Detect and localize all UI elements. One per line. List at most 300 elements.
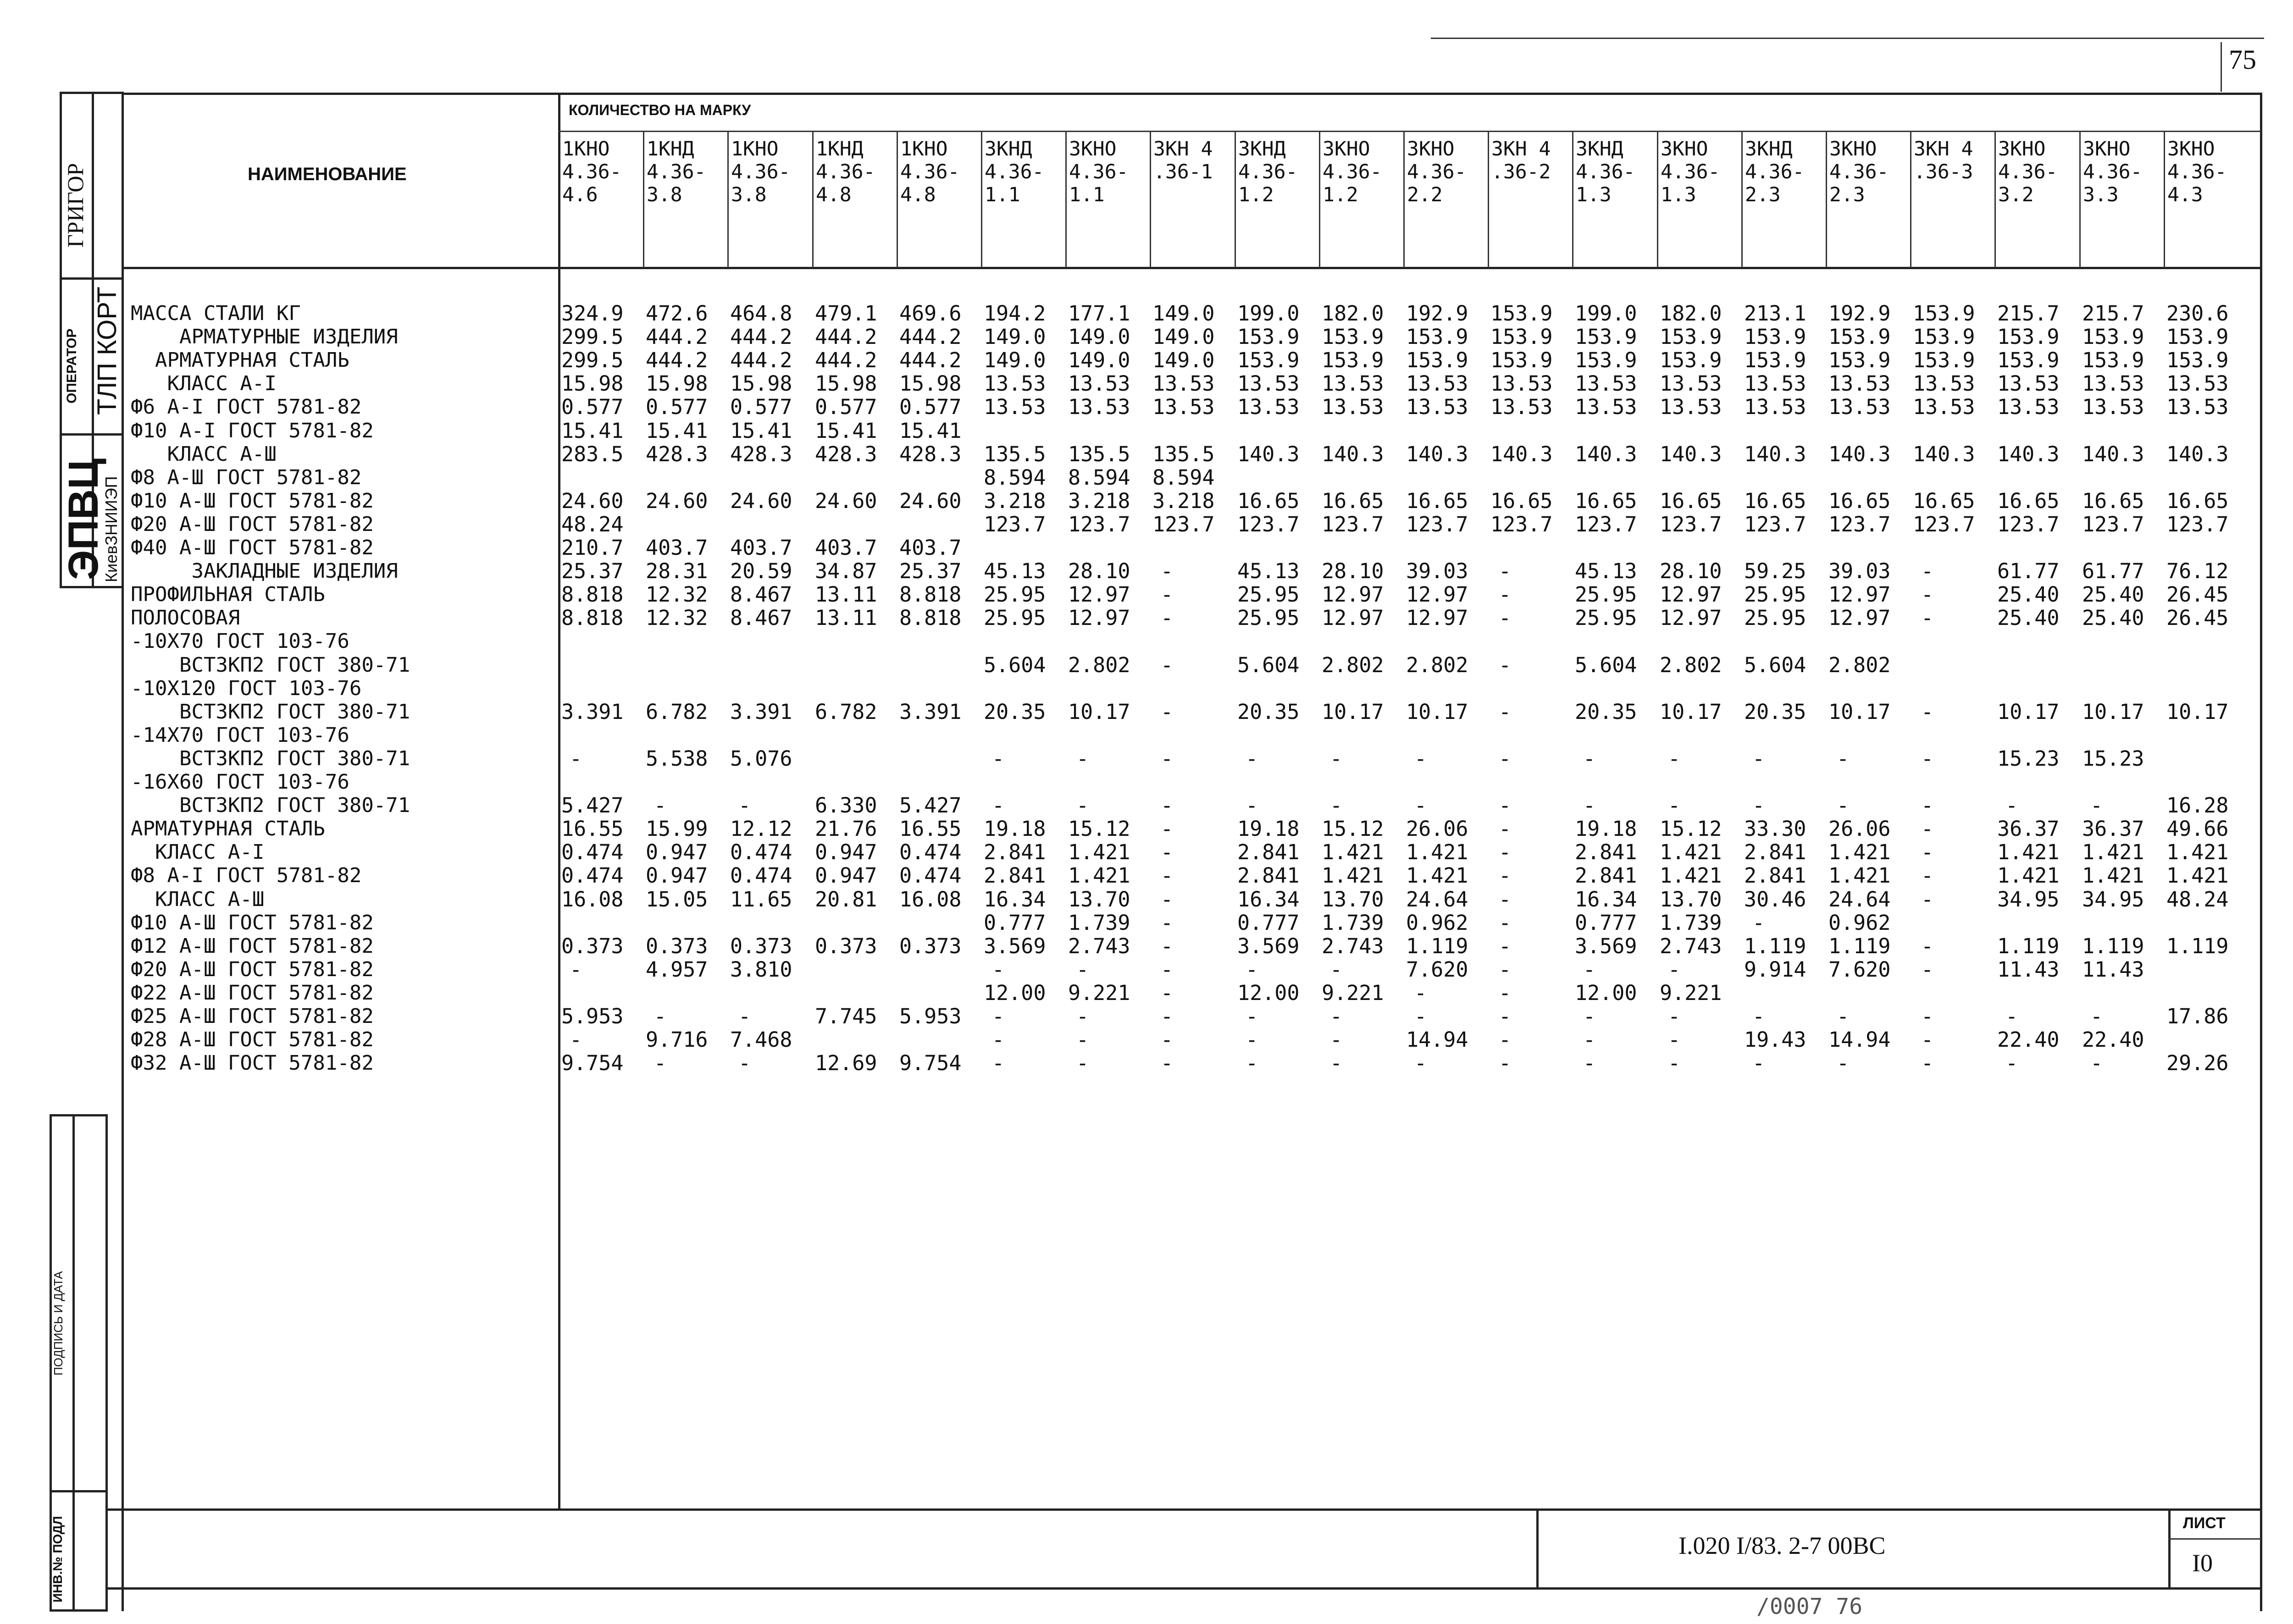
row-label: КЛАСС А-I bbox=[131, 372, 277, 395]
table-cell: 149.0 bbox=[1068, 348, 1130, 372]
table-cell: 45.13 bbox=[1575, 559, 1637, 583]
table-cell: 15.41 bbox=[815, 419, 877, 443]
table-cell: 13.11 bbox=[815, 582, 877, 607]
table-cell: - bbox=[1921, 1027, 1934, 1052]
table-cell: - bbox=[1161, 582, 1174, 607]
table-cell: - bbox=[1668, 1027, 1681, 1052]
row-label: ВСТ3КП2 ГОСТ 380-71 bbox=[131, 794, 410, 817]
table-cell: - bbox=[1499, 817, 1512, 841]
table-cell: 153.9 bbox=[1828, 325, 1891, 349]
table-cell: 12.97 bbox=[1322, 582, 1384, 607]
row-label: ВСТ3КП2 ГОСТ 380-71 bbox=[131, 700, 410, 724]
table-cell: 25.95 bbox=[1744, 582, 1806, 607]
table-cell: 11.43 bbox=[1997, 957, 2060, 982]
table-cell: 299.5 bbox=[561, 348, 624, 372]
table-cell: 5.604 bbox=[1237, 653, 1300, 677]
table-cell: 1.421 bbox=[1322, 840, 1384, 864]
table-cell: 13.53 bbox=[1152, 371, 1215, 396]
row-label: Ф32 А-Ш ГОСТ 5781-82 bbox=[131, 1051, 374, 1075]
table-cell: 1.739 bbox=[1068, 911, 1130, 935]
table-cell: 199.0 bbox=[1237, 301, 1300, 326]
table-cell: - bbox=[2005, 1004, 2018, 1028]
row-label: Ф25 А-Ш ГОСТ 5781-82 bbox=[131, 1005, 374, 1028]
table-cell: - bbox=[1161, 793, 1174, 818]
table-cell: 20.81 bbox=[815, 887, 877, 911]
table-cell: - bbox=[1161, 559, 1174, 583]
column-header: 3КНО 4.36- 1.2 bbox=[1323, 138, 1382, 206]
table-cell: 153.9 bbox=[1575, 325, 1637, 349]
row-label: АРМАТУРНЫЕ ИЗДЕЛИЯ bbox=[131, 325, 398, 348]
row-label: Ф10 А-Ш ГОСТ 5781-82 bbox=[131, 911, 374, 934]
table-cell: 13.53 bbox=[1237, 395, 1300, 419]
table-cell: 10.17 bbox=[1406, 700, 1468, 724]
table-cell: 140.3 bbox=[1322, 442, 1384, 466]
table-cell: 13.53 bbox=[1828, 371, 1891, 396]
table-cell: 0.474 bbox=[561, 863, 624, 888]
table-cell: - bbox=[1583, 1027, 1596, 1052]
row-label: АРМАТУРНАЯ СТАЛЬ bbox=[131, 348, 349, 372]
table-cell: - bbox=[1668, 1004, 1681, 1028]
table-cell: 1.421 bbox=[1828, 840, 1891, 864]
table-cell: 6.330 bbox=[815, 793, 877, 818]
table-cell: 39.03 bbox=[1406, 559, 1468, 583]
table-cell: 12.00 bbox=[1575, 981, 1637, 1005]
table-cell: 16.65 bbox=[2166, 489, 2229, 513]
table-cell: 149.0 bbox=[984, 348, 1046, 372]
header-bottom-border bbox=[123, 267, 2261, 269]
table-cell: 1.421 bbox=[2082, 840, 2144, 864]
table-cell: - bbox=[1161, 840, 1174, 864]
table-cell: - bbox=[1752, 911, 1765, 935]
table-cell: 444.2 bbox=[899, 325, 962, 349]
table-cell: 13.53 bbox=[1997, 395, 2060, 419]
row-label: ЗАКЛАДНЫЕ ИЗДЕЛИЯ bbox=[131, 559, 398, 583]
table-cell: 153.9 bbox=[1406, 348, 1468, 372]
table-cell: 13.53 bbox=[1322, 395, 1384, 419]
table-cell: 0.373 bbox=[899, 934, 962, 958]
table-cell: 2.743 bbox=[1660, 934, 1722, 958]
table-cell: 123.7 bbox=[1828, 512, 1891, 536]
table-cell: 10.17 bbox=[2166, 700, 2229, 724]
table-cell: 428.3 bbox=[730, 442, 792, 466]
lower-stamp-mid-border bbox=[72, 1114, 75, 1612]
table-cell: - bbox=[1499, 582, 1512, 607]
table-cell: 428.3 bbox=[646, 442, 708, 466]
table-cell: - bbox=[1752, 746, 1765, 771]
column-divider bbox=[1572, 132, 1573, 268]
table-cell: 153.9 bbox=[1913, 348, 1975, 372]
row-label: -16Х60 ГОСТ 103-76 bbox=[131, 770, 349, 794]
table-cell: 1.421 bbox=[1997, 840, 2060, 864]
table-cell: 3.218 bbox=[1152, 489, 1215, 513]
table-cell: 19.43 bbox=[1744, 1027, 1806, 1052]
table-cell: 24.60 bbox=[815, 489, 877, 513]
table-cell: 16.65 bbox=[1322, 489, 1384, 513]
table-cell: 153.9 bbox=[1322, 348, 1384, 372]
table-cell: 45.13 bbox=[1237, 559, 1300, 583]
table-cell: 403.7 bbox=[815, 536, 877, 560]
table-cell: 140.3 bbox=[1997, 442, 2060, 466]
table-cell: - bbox=[1161, 746, 1174, 771]
table-cell: - bbox=[2005, 793, 2018, 818]
column-divider bbox=[2079, 132, 2081, 268]
table-cell: - bbox=[570, 957, 582, 982]
table-cell: - bbox=[1330, 793, 1343, 818]
table-cell: 5.427 bbox=[899, 793, 962, 818]
table-cell: 153.9 bbox=[1660, 325, 1722, 349]
row-label: -14Х70 ГОСТ 103-76 bbox=[131, 724, 349, 747]
table-cell: 24.64 bbox=[1828, 887, 1891, 911]
table-cell: 24.60 bbox=[646, 489, 708, 513]
table-cell: 3.569 bbox=[1237, 934, 1300, 958]
column-header: 3КНО 4.36- 1.3 bbox=[1661, 138, 1720, 206]
table-cell: 123.7 bbox=[1744, 512, 1806, 536]
table-cell: 153.9 bbox=[1237, 325, 1300, 349]
table-cell: 15.12 bbox=[1660, 817, 1722, 841]
table-cell: 0.947 bbox=[646, 840, 708, 864]
column-header: 3КНО 4.36- 2.2 bbox=[1407, 138, 1467, 206]
table-cell: 444.2 bbox=[815, 348, 877, 372]
table-cell: 2.802 bbox=[1322, 653, 1384, 677]
table-cell: 0.777 bbox=[1237, 911, 1300, 935]
table-cell: 123.7 bbox=[2082, 512, 2144, 536]
table-cell: 199.0 bbox=[1575, 301, 1637, 326]
table-cell: 11.43 bbox=[2082, 957, 2144, 982]
table-cell: 3.391 bbox=[561, 700, 624, 724]
table-cell: 1.119 bbox=[2082, 934, 2144, 958]
table-cell: 28.10 bbox=[1322, 559, 1384, 583]
table-cell: - bbox=[1499, 957, 1512, 982]
table-cell: 149.0 bbox=[1068, 325, 1130, 349]
row-label: КЛАСС А-Ш bbox=[131, 888, 265, 911]
table-cell: 13.53 bbox=[2082, 395, 2144, 419]
stamp-podpis-data: ПОДПИСЬ И ДАТА bbox=[51, 1271, 65, 1375]
table-cell: - bbox=[1499, 1004, 1512, 1028]
column-divider bbox=[981, 132, 982, 268]
table-cell: - bbox=[1583, 793, 1596, 818]
table-cell: - bbox=[1668, 746, 1681, 771]
table-cell: 20.35 bbox=[1575, 700, 1637, 724]
table-cell: 0.962 bbox=[1406, 911, 1468, 935]
table-cell: - bbox=[2005, 1051, 2018, 1075]
table-cell: - bbox=[1921, 887, 1934, 911]
table-cell: 1.421 bbox=[1406, 863, 1468, 888]
table-cell: 1.119 bbox=[1997, 934, 2060, 958]
table-cell: - bbox=[1921, 957, 1934, 982]
table-cell: 10.17 bbox=[2082, 700, 2144, 724]
table-cell: - bbox=[738, 793, 751, 818]
table-cell: - bbox=[1330, 957, 1343, 982]
column-header: 3КН 4 .36-2 bbox=[1491, 138, 1551, 183]
table-cell: 13.11 bbox=[815, 606, 877, 630]
table-cell: 444.2 bbox=[815, 325, 877, 349]
column-header: 1КНО 4.36- 3.8 bbox=[731, 138, 791, 206]
table-cell: 6.782 bbox=[815, 700, 877, 724]
table-cell: 153.9 bbox=[1660, 348, 1722, 372]
table-cell: 1.739 bbox=[1322, 911, 1384, 935]
table-cell: 13.53 bbox=[1744, 395, 1806, 419]
table-cell: - bbox=[738, 1004, 751, 1028]
table-cell: 2.841 bbox=[1744, 840, 1806, 864]
table-cell: 123.7 bbox=[1997, 512, 2060, 536]
table-cell: 25.40 bbox=[2082, 582, 2144, 607]
table-cell: 25.37 bbox=[561, 559, 624, 583]
stamp-operator: ОПЕРАТОР bbox=[64, 328, 79, 403]
table-cell: 2.841 bbox=[1575, 840, 1637, 864]
table-cell: 30.46 bbox=[1744, 887, 1806, 911]
table-cell: 149.0 bbox=[1152, 301, 1215, 326]
table-cell: 140.3 bbox=[1237, 442, 1300, 466]
stamp-bottom-border bbox=[60, 586, 124, 588]
table-cell: 444.2 bbox=[730, 325, 792, 349]
table-cell: 26.45 bbox=[2166, 582, 2229, 607]
table-cell: - bbox=[2090, 1051, 2103, 1075]
table-cell: 123.7 bbox=[1575, 512, 1637, 536]
sheet-box-divider bbox=[2168, 1508, 2171, 1589]
table-cell: - bbox=[1583, 1004, 1596, 1028]
table-cell: 16.65 bbox=[1406, 489, 1468, 513]
table-cell: - bbox=[1499, 653, 1512, 677]
table-cell: - bbox=[1076, 746, 1089, 771]
column-divider bbox=[2164, 132, 2165, 268]
table-cell: 13.53 bbox=[1913, 395, 1975, 419]
table-cell: 283.5 bbox=[561, 442, 624, 466]
table-cell: - bbox=[1668, 1051, 1681, 1075]
table-cell: - bbox=[1076, 957, 1089, 982]
table-cell: - bbox=[1499, 911, 1512, 935]
table-cell: 10.17 bbox=[1322, 700, 1384, 724]
table-cell: - bbox=[1921, 863, 1934, 888]
table-cell: - bbox=[1161, 934, 1174, 958]
table-cell: 182.0 bbox=[1322, 301, 1384, 326]
table-cell: 469.6 bbox=[899, 301, 962, 326]
column-divider bbox=[1403, 132, 1405, 268]
table-cell: 2.743 bbox=[1322, 934, 1384, 958]
row-label: ПРОФИЛЬНАЯ СТАЛЬ bbox=[131, 583, 325, 606]
row-label: ВСТ3КП2 ГОСТ 380-71 bbox=[131, 653, 410, 677]
table-cell: 123.7 bbox=[1237, 512, 1300, 536]
table-cell: 15.05 bbox=[646, 887, 708, 911]
table-cell: 0.577 bbox=[730, 395, 792, 419]
table-cell: 140.3 bbox=[1744, 442, 1806, 466]
table-cell: 76.12 bbox=[2166, 559, 2229, 583]
table-cell: 1.421 bbox=[1406, 840, 1468, 864]
table-cell: 34.87 bbox=[815, 559, 877, 583]
table-cell: 479.1 bbox=[815, 301, 877, 326]
table-cell: 1.421 bbox=[1997, 863, 2060, 888]
lower-stamp-bottom bbox=[50, 1609, 107, 1612]
table-cell: 14.94 bbox=[1406, 1027, 1468, 1052]
table-cell: - bbox=[1499, 863, 1512, 888]
table-cell: - bbox=[1837, 793, 1850, 818]
sheet-box-rule bbox=[2168, 1538, 2261, 1540]
table-cell: 4.957 bbox=[646, 957, 708, 982]
table-cell: 5.538 bbox=[646, 746, 708, 771]
column-divider bbox=[1994, 132, 1996, 268]
table-cell: - bbox=[1921, 746, 1934, 771]
table-cell: 0.373 bbox=[561, 934, 624, 958]
table-cell: 1.119 bbox=[1406, 934, 1468, 958]
table-cell: 153.9 bbox=[1406, 325, 1468, 349]
table-cell: 403.7 bbox=[646, 536, 708, 560]
table-cell: 8.818 bbox=[561, 606, 624, 630]
row-label: Ф6 А-I ГОСТ 5781-82 bbox=[131, 395, 362, 419]
column-divider bbox=[1319, 132, 1320, 268]
table-cell: 1.421 bbox=[1660, 840, 1722, 864]
table-cell: 15.23 bbox=[2082, 746, 2144, 771]
name-header: НАИМЕНОВАНИЕ bbox=[248, 164, 407, 184]
table-cell: - bbox=[1161, 981, 1174, 1005]
table-cell: - bbox=[992, 1027, 1005, 1052]
column-header: 3КН 4 .36-3 bbox=[1914, 138, 1973, 183]
table-cell: - bbox=[1161, 887, 1174, 911]
table-cell: 12.69 bbox=[815, 1051, 877, 1075]
table-cell: 444.2 bbox=[646, 348, 708, 372]
table-cell: - bbox=[1330, 746, 1343, 771]
table-cell: 25.95 bbox=[984, 582, 1046, 607]
table-cell: 15.41 bbox=[561, 419, 624, 443]
table-cell: 24.60 bbox=[561, 489, 624, 513]
table-cell: - bbox=[1921, 793, 1934, 818]
table-cell: - bbox=[1837, 1051, 1850, 1075]
table-cell: - bbox=[1499, 981, 1512, 1005]
table-cell: 13.53 bbox=[1913, 371, 1975, 396]
table-cell: - bbox=[1161, 957, 1174, 982]
table-cell: 3.569 bbox=[984, 934, 1046, 958]
table-cell: 123.7 bbox=[1490, 512, 1553, 536]
table-cell: 8.467 bbox=[730, 606, 792, 630]
table-cell: 13.53 bbox=[1575, 371, 1637, 396]
row-label: ПОЛОСОВАЯ bbox=[131, 606, 240, 630]
table-cell: 2.802 bbox=[1406, 653, 1468, 677]
table-cell: 13.70 bbox=[1068, 887, 1130, 911]
table-cell: 13.53 bbox=[1406, 371, 1468, 396]
table-cell: 15.98 bbox=[730, 371, 792, 396]
table-cell: 2.802 bbox=[1660, 653, 1722, 677]
table-cell: 33.30 bbox=[1744, 817, 1806, 841]
table-cell: - bbox=[992, 957, 1005, 982]
column-divider bbox=[897, 132, 898, 268]
lower-stamp-top bbox=[50, 1114, 107, 1116]
table-cell: - bbox=[570, 746, 582, 771]
table-cell: 45.13 bbox=[984, 559, 1046, 583]
table-cell: 9.754 bbox=[561, 1051, 624, 1075]
table-cell: 13.70 bbox=[1660, 887, 1722, 911]
table-cell: 1.119 bbox=[1744, 934, 1806, 958]
table-cell: 1.421 bbox=[2166, 863, 2229, 888]
table-cell: 140.3 bbox=[1406, 442, 1468, 466]
table-cell: 7.468 bbox=[730, 1027, 792, 1052]
table-cell: - bbox=[1161, 606, 1174, 630]
table-cell: - bbox=[1246, 1051, 1258, 1075]
table-cell: - bbox=[1161, 1027, 1174, 1052]
row-label: Ф10 А-Ш ГОСТ 5781-82 bbox=[131, 489, 374, 513]
table-cell: 0.577 bbox=[561, 395, 624, 419]
table-cell: 5.604 bbox=[1744, 653, 1806, 677]
table-cell: 140.3 bbox=[1575, 442, 1637, 466]
table-cell: - bbox=[992, 1051, 1005, 1075]
column-header: 3КНО 4.36- 4.3 bbox=[2167, 138, 2227, 206]
table-cell: 153.9 bbox=[1490, 301, 1553, 326]
table-cell: 16.55 bbox=[561, 817, 624, 841]
table-cell: - bbox=[1330, 1004, 1343, 1028]
table-cell: 15.23 bbox=[1997, 746, 2060, 771]
table-cell: 16.65 bbox=[1575, 489, 1637, 513]
table-cell: 6.782 bbox=[646, 700, 708, 724]
table-cell: 299.5 bbox=[561, 325, 624, 349]
table-cell: - bbox=[1076, 1004, 1089, 1028]
table-cell: - bbox=[1414, 981, 1427, 1005]
table-cell: 464.8 bbox=[730, 301, 792, 326]
table-cell: 21.76 bbox=[815, 817, 877, 841]
table-cell: 22.40 bbox=[2082, 1027, 2144, 1052]
table-cell: 13.53 bbox=[1660, 371, 1722, 396]
table-cell: 10.17 bbox=[1828, 700, 1891, 724]
row-label: Ф40 А-Ш ГОСТ 5781-82 bbox=[131, 536, 374, 559]
table-cell: 10.17 bbox=[1068, 700, 1130, 724]
table-cell: 0.474 bbox=[730, 863, 792, 888]
table-cell: 140.3 bbox=[1660, 442, 1722, 466]
table-cell: 17.86 bbox=[2166, 1004, 2229, 1028]
table-cell: 15.98 bbox=[561, 371, 624, 396]
column-header: 1КНО 4.36- 4.8 bbox=[900, 138, 960, 206]
table-cell: 9.221 bbox=[1068, 981, 1130, 1005]
column-header: 3КНО 4.36- 1.1 bbox=[1069, 138, 1129, 206]
table-cell: 13.53 bbox=[1744, 371, 1806, 396]
table-cell: 153.9 bbox=[1490, 348, 1553, 372]
table-cell: 0.962 bbox=[1828, 911, 1891, 935]
table-cell: 1.421 bbox=[2082, 863, 2144, 888]
table-cell: 123.7 bbox=[1152, 512, 1215, 536]
column-header: 1КНД 4.36- 4.8 bbox=[816, 138, 875, 206]
column-divider bbox=[1657, 132, 1658, 268]
table-cell: 7.745 bbox=[815, 1004, 877, 1028]
table-cell: 26.06 bbox=[1828, 817, 1891, 841]
table-cell: 153.9 bbox=[1490, 325, 1553, 349]
table-cell: 13.53 bbox=[984, 371, 1046, 396]
table-cell: 12.97 bbox=[1406, 606, 1468, 630]
table-cell: 153.9 bbox=[2166, 348, 2229, 372]
table-cell: 16.34 bbox=[984, 887, 1046, 911]
table-cell: 13.53 bbox=[1068, 395, 1130, 419]
table-cell: 153.9 bbox=[2082, 348, 2144, 372]
table-cell: 16.65 bbox=[1490, 489, 1553, 513]
table-cell: 25.95 bbox=[1575, 606, 1637, 630]
table-cell: 22.40 bbox=[1997, 1027, 2060, 1052]
table-cell: - bbox=[1499, 793, 1512, 818]
table-cell: 48.24 bbox=[2166, 887, 2229, 911]
table-cell: 2.841 bbox=[1237, 863, 1300, 888]
table-cell: 13.53 bbox=[1322, 371, 1384, 396]
table-cell: - bbox=[738, 1051, 751, 1075]
table-cell: 12.97 bbox=[1660, 606, 1722, 630]
table-cell: 16.65 bbox=[1913, 489, 1975, 513]
table-cell: 140.3 bbox=[2082, 442, 2144, 466]
table-cell: 153.9 bbox=[1997, 325, 2060, 349]
table-cell: 153.9 bbox=[2082, 325, 2144, 349]
column-header: 1КНО 4.36- 4.6 bbox=[562, 138, 622, 206]
table-cell: 15.98 bbox=[899, 371, 962, 396]
table-cell: 153.9 bbox=[1575, 348, 1637, 372]
table-cell: 28.10 bbox=[1660, 559, 1722, 583]
stamp-grigor: ГРИГОР bbox=[62, 163, 88, 248]
column-header: 3КНО 4.36- 2.3 bbox=[1829, 138, 1889, 206]
table-cell: - bbox=[1246, 1004, 1258, 1028]
table-cell: 123.7 bbox=[984, 512, 1046, 536]
table-cell: 123.7 bbox=[1068, 512, 1130, 536]
table-cell: 123.7 bbox=[1406, 512, 1468, 536]
table-cell: 13.53 bbox=[1997, 371, 2060, 396]
